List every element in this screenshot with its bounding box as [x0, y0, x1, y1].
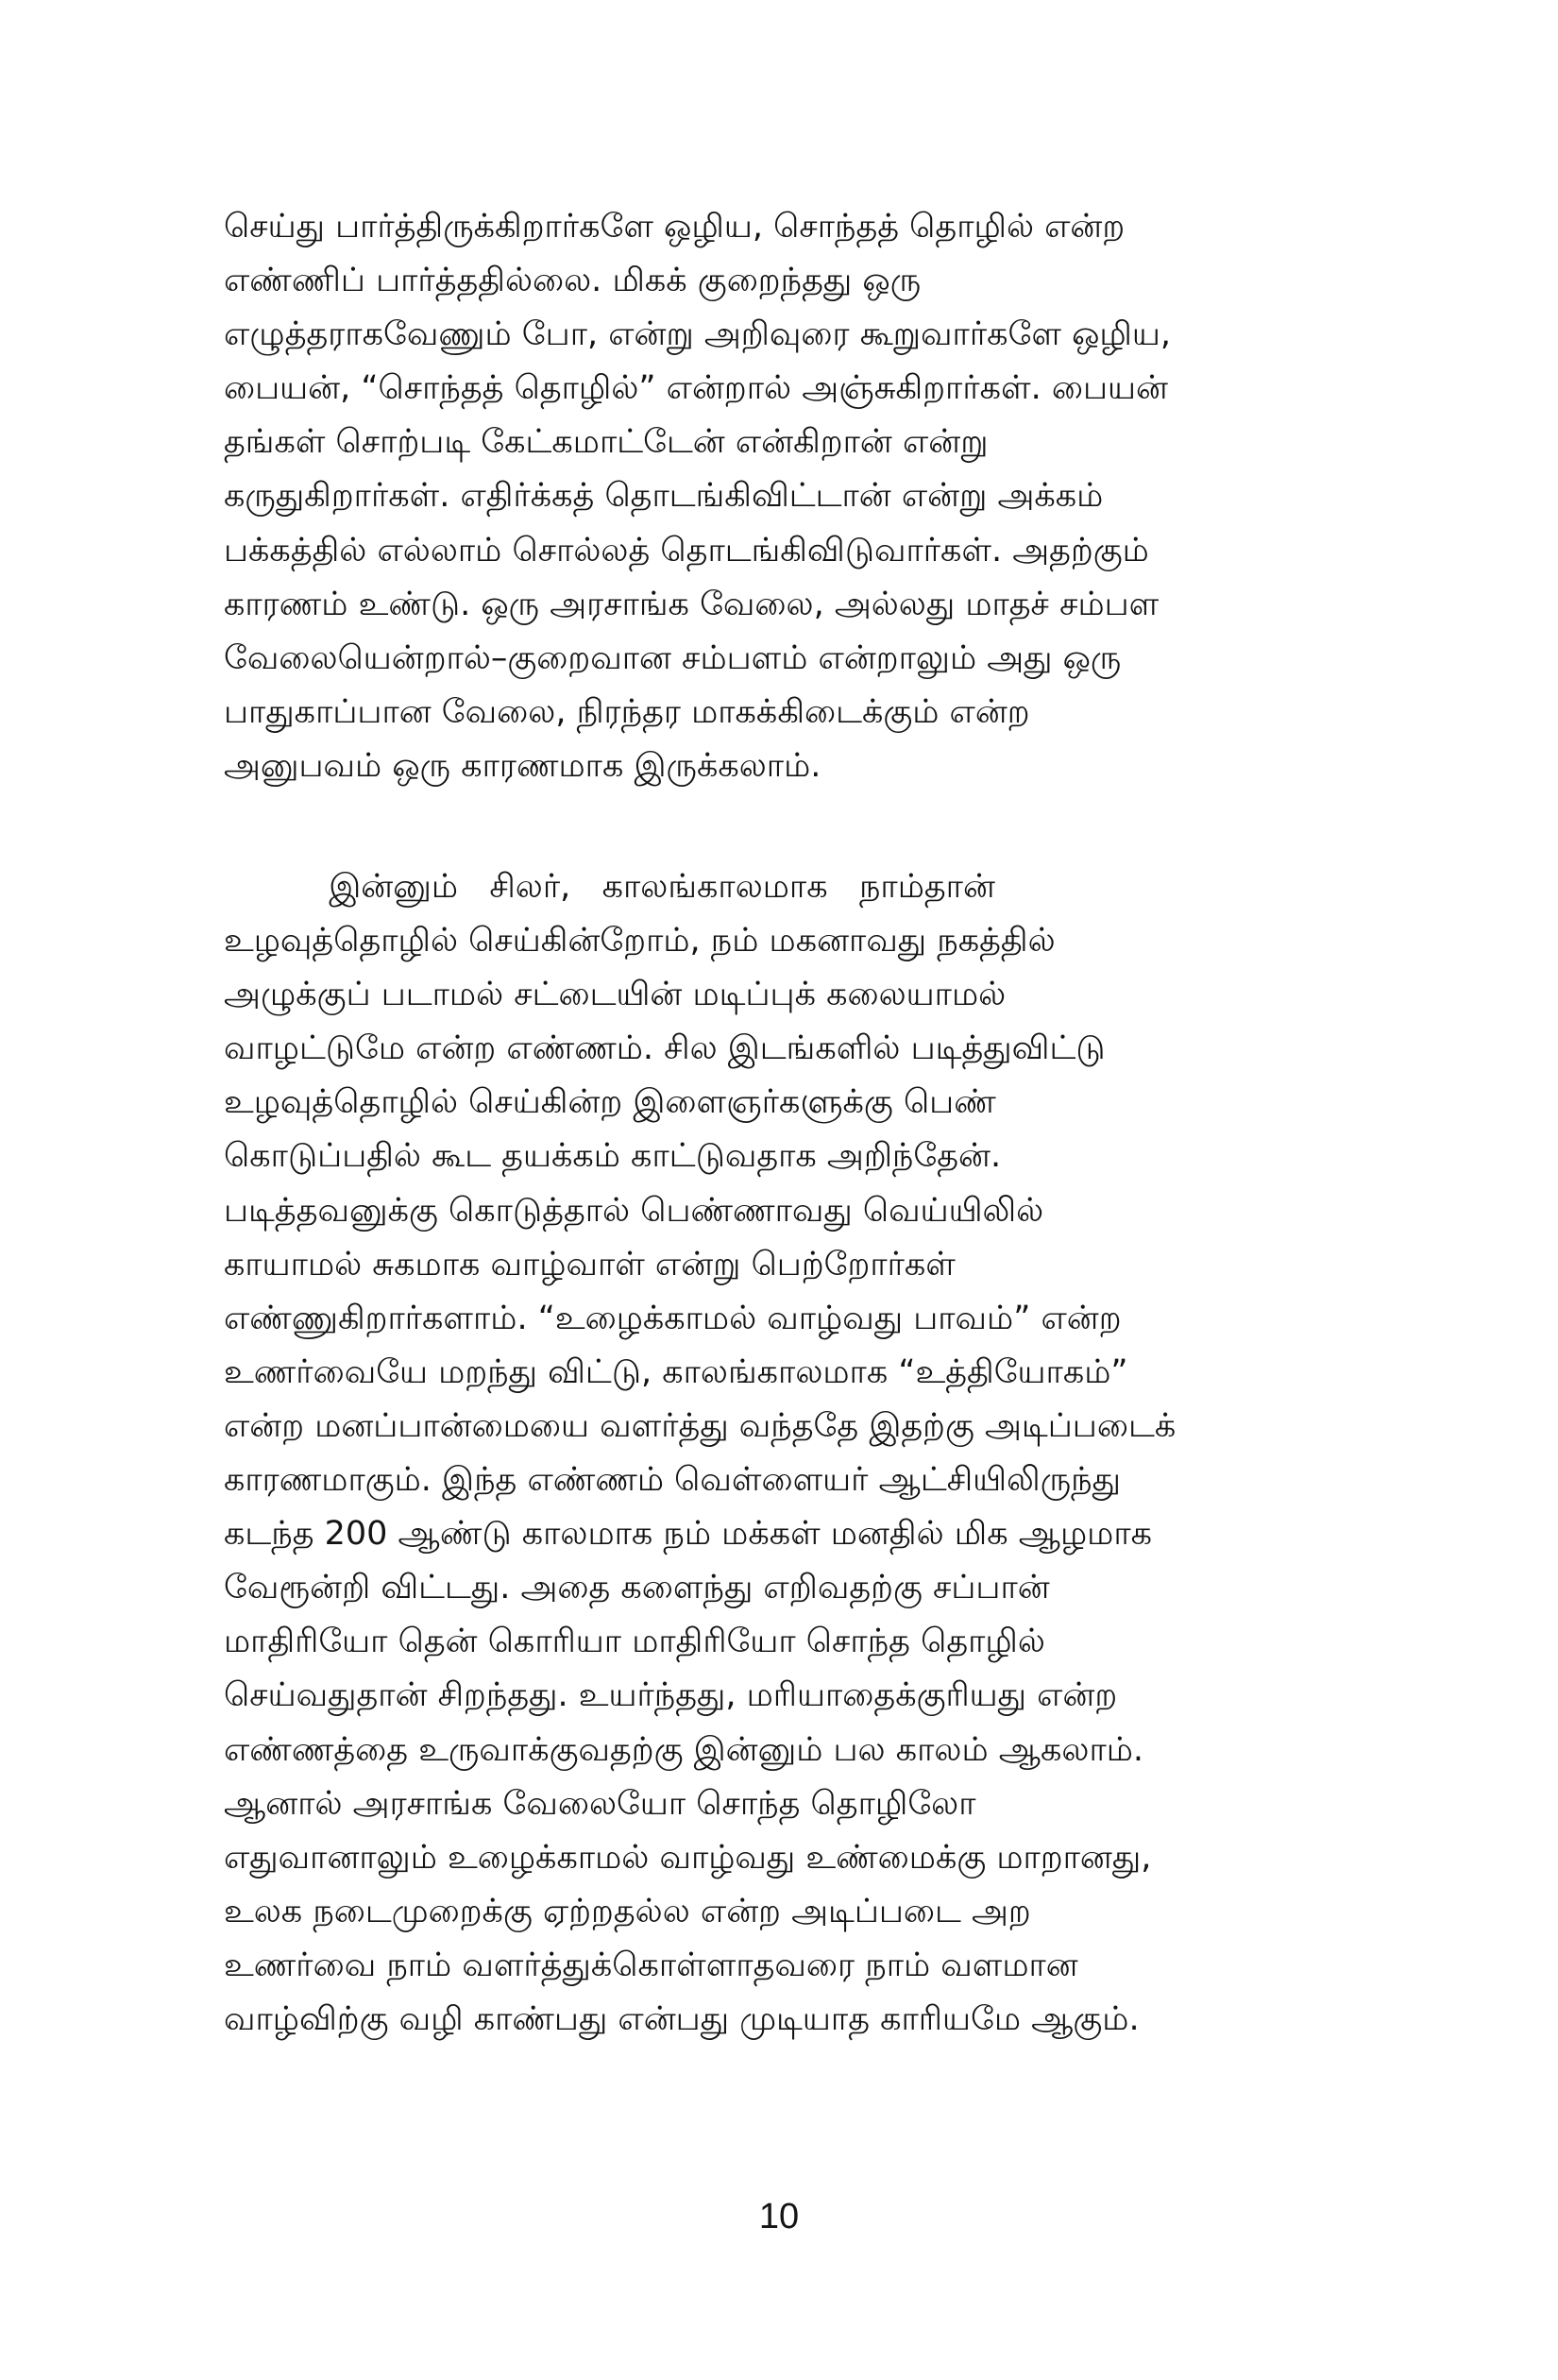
text-line: காரணம் உண்டு. ஒரு அரசாங்க வேலை, அல்லது மாதச் சம்பள	[224, 585, 1160, 623]
text-line: கொடுப்பதில் கூட தயக்கம் காட்டுவதாக அறிந்தேன்.	[224, 1137, 1002, 1176]
text-line: அழுக்குப் படாமல் சட்டையின் மடிப்புக் கலையாமல்	[224, 976, 1007, 1014]
text-line: செய்து பார்த்திருக்கிறார்களே ஒழிய, சொந்தத் தொழில் என்ற	[224, 208, 1126, 246]
text-line: படித்தவனுக்கு கொடுத்தால் பெண்ணாவது வெய்யிலில்	[224, 1191, 1044, 1230]
text-line: எண்ணுகிறார்களாம். “உழைக்காமல் வாழ்வது பாவம்” என்ற	[224, 1299, 1122, 1337]
text-line: கடந்த 200 ஆண்டு காலமாக நம் மக்கள் மனதில் மிக ஆழமாக	[224, 1515, 1152, 1554]
text-line: எதுவானாலும் உழைக்காமல் வாழ்வது உண்மைக்கு மாறானது,	[224, 1838, 1152, 1877]
text-line: தங்கள் சொற்படி கேட்கமாட்டேன் என்கிறான் என்று	[224, 423, 989, 462]
text-line: வாழ்விற்கு வழி காண்பது என்பது முடியாத காரியமே ஆகும்.	[224, 1999, 1140, 2038]
text-line: என்ற மனப்பான்மையை வளர்த்து வந்ததே இதற்கு அடிப்படைக்	[224, 1406, 1177, 1445]
text-line: பையன், “சொந்தத் தொழில்” என்றால் அஞ்சுகிறார்கள். பையன்	[224, 369, 1168, 408]
text-line: உணர்வை நாம் வளர்த்துக்கொள்ளாதவரை நாம் வளமான	[224, 1946, 1078, 1984]
text-line: வேலையென்றால்–குறைவான சம்பளம் என்றாலும் அது ஒரு	[224, 638, 1122, 677]
text-line: செய்வதுதான் சிறந்தது. உயர்ந்தது, மரியாதைக்குரியது என்ற	[224, 1676, 1118, 1715]
text-line: உழவுத்தொழில் செய்கின்றோம், நம் மகனாவது நகத்தில்	[224, 922, 1056, 960]
text-line: உலக நடைமுறைக்கு ஏற்றதல்ல என்ற அடிப்படை அற	[224, 1892, 1031, 1930]
text-line: இன்னும் சிலர், காலங்காலமாக நாம்தான்	[224, 868, 995, 906]
text-line: மாதிரியோ தென் கொரியா மாதிரியோ சொந்த தொழில்	[224, 1623, 1045, 1661]
text-line: எண்ணத்தை உருவாக்குவதற்கு இன்னும் பல காலம் ஆகலாம்.	[224, 1730, 1144, 1769]
paragraph-1	[224, 200, 1338, 793]
text-line: எழுத்தராகவேணும் போ, என்று அறிவுரை கூறுவார்களே ஒழிய,	[224, 315, 1171, 354]
text-line: காயாமல் சுகமாக வாழ்வாள் என்று பெற்றோர்கள்	[224, 1245, 956, 1284]
paragraph-2	[224, 860, 1338, 2047]
text-line: பாதுகாப்பான வேலை, நிரந்தர மாகக்கிடைக்கும் என்ற	[224, 692, 1030, 731]
text-line: வாழட்டுமே என்ற எண்ணம். சில இடங்களில் படித்துவிட்டு	[224, 1029, 1106, 1068]
text-line: அனுபவம் ஒரு காரணமாக இருக்கலாம்.	[224, 746, 821, 785]
page-number: 10	[758, 2197, 800, 2236]
text-line: வேரூன்றி விட்டது. அதை களைந்து எறிவதற்கு சப்பான்	[224, 1569, 1050, 1607]
text-line: உணர்வையே மறந்து விட்டு, காலங்காலமாக “உத்தியோகம்”	[224, 1352, 1128, 1391]
text-line: எண்ணிப் பார்த்ததில்லை. மிகக் குறைந்தது ஒரு	[224, 262, 922, 300]
text-line: உழவுத்தொழில் செய்கின்ற இளைஞர்களுக்கு பெண்	[224, 1083, 996, 1122]
text-line: காரணமாகும். இந்த எண்ணம் வெள்ளையர் ஆட்சியிலிருந்து	[224, 1461, 1121, 1500]
text-line: ஆனால் அரசாங்க வேலையோ சொந்த தொழிலோ	[224, 1784, 976, 1823]
text-line: கருதுகிறார்கள். எதிர்க்கத் தொடங்கிவிட்டான் என்று அக்கம்	[224, 477, 1104, 516]
text-line: பக்கத்தில் எல்லாம் சொல்லத் தொடங்கிவிடுவார்கள். அதற்கும்	[224, 531, 1149, 570]
